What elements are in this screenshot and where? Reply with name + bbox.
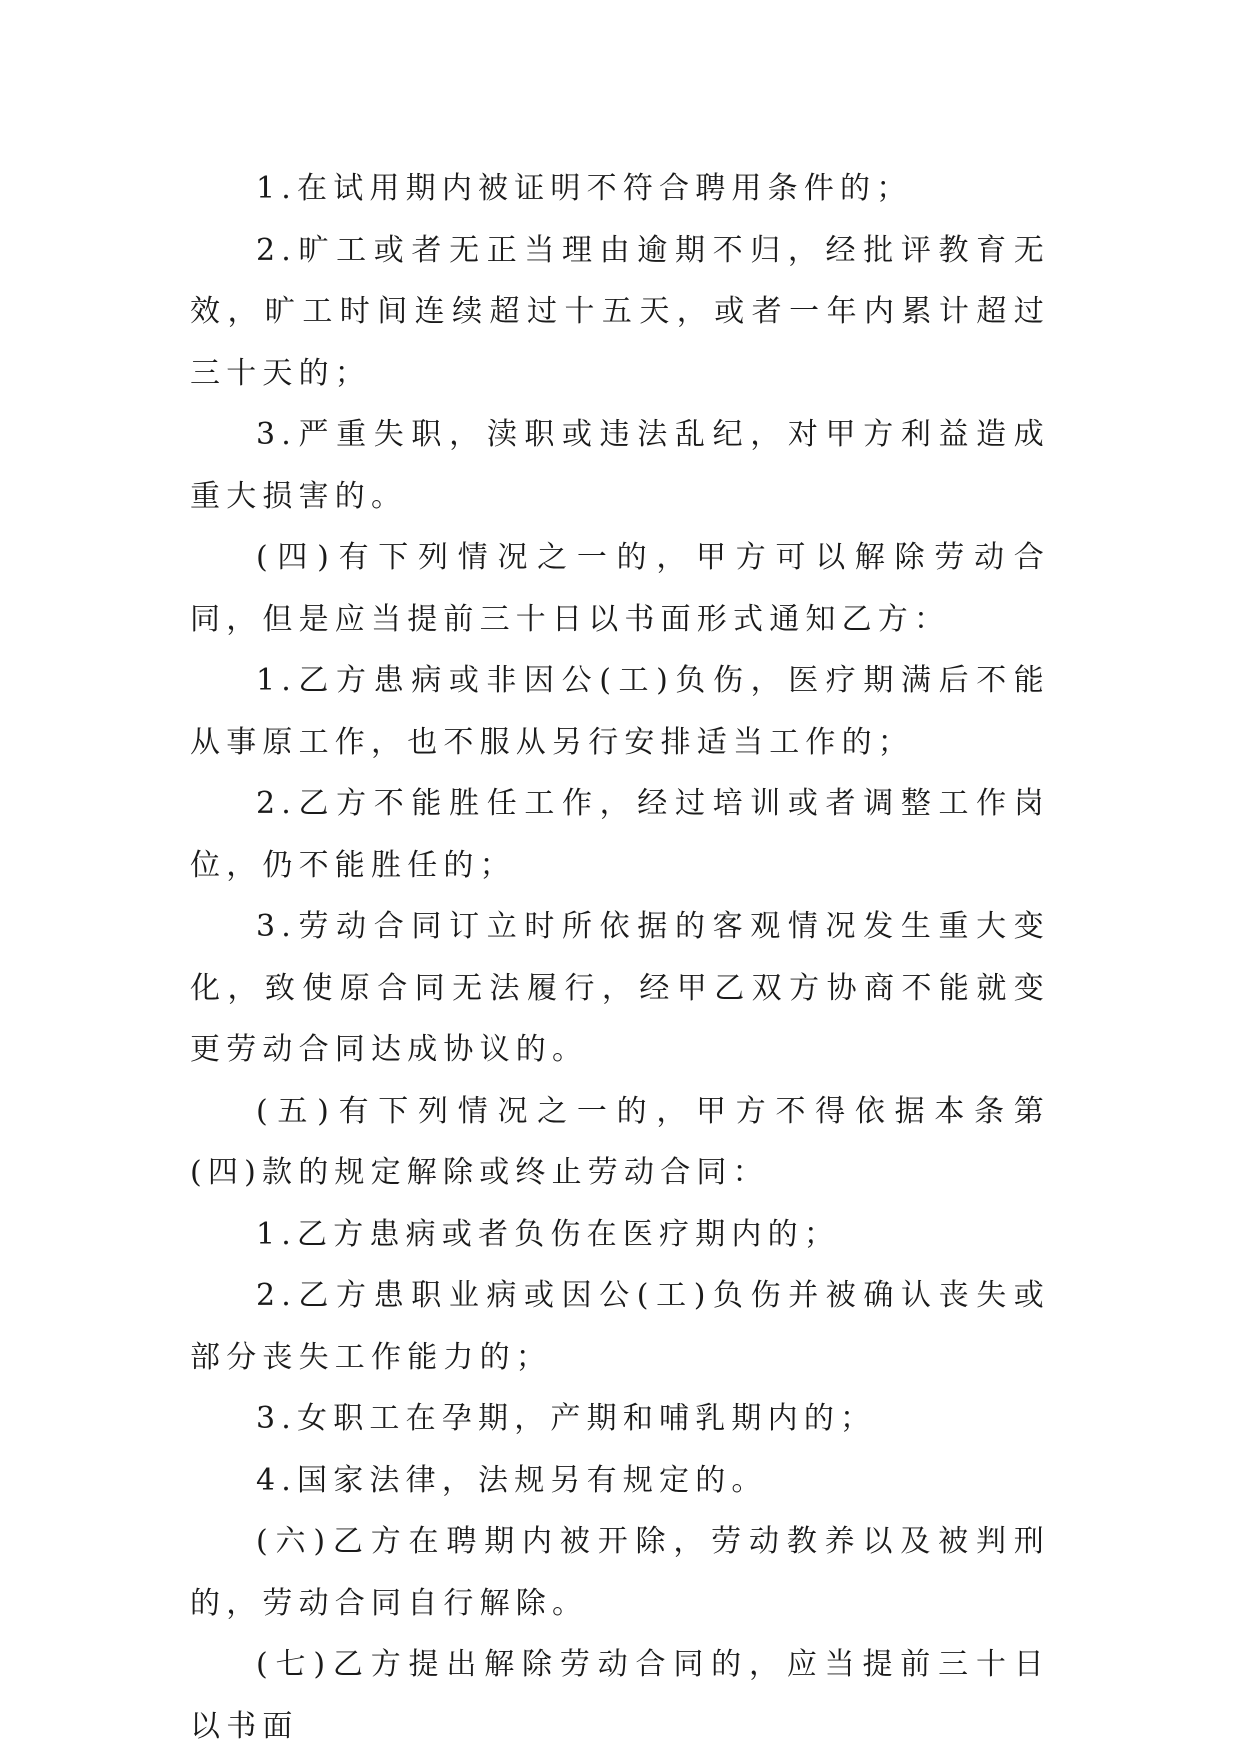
paragraph-12: 4.国家法律，法规另有规定的。 xyxy=(256,1462,768,1498)
paragraph-2: 2.旷工或者无正当理由逾期不归，经批评教育无效，旷工时间连续超过十五天，或者一年内累计超过三十天的； xyxy=(190,232,1050,391)
paragraph-10: 2.乙方患职业病或因公(工)负伤并被确认丧失或部分丧失工作能力的； xyxy=(190,1278,1050,1375)
paragraph-11: 3.女职工在孕期，产期和哺乳期内的； xyxy=(256,1401,877,1436)
paragraph-7: 3.劳动合同订立时所依据的客观情况发生重大变化，致使原合同无法履行，经甲乙双方协商不能就变更劳动合同达成协议的。 xyxy=(190,909,1050,1067)
paragraph-13: (六)乙方在聘期内被开除，劳动教养以及被判刑的，劳动合同自行解除。 xyxy=(190,1524,1050,1621)
paragraph-14: (七)乙方提出解除劳动合同的，应当提前三十日以书面 xyxy=(190,1647,1050,1744)
paragraph-8: (五)有下列情况之一的，甲方不得依据本条第(四)款的规定解除或终止劳动合同： xyxy=(190,1093,1050,1190)
paragraph-5: 1.乙方患病或非因公(工)负伤，医疗期满后不能从事原工作，也不服从另行安排适当工作的； xyxy=(190,663,1050,760)
paragraph-9: 1.乙方患病或者负伤在医疗期内的； xyxy=(256,1216,841,1252)
paragraph-1: 1.在试用期内被证明不符合聘用条件的； xyxy=(256,171,913,206)
paragraph-3: 3.严重失职，渎职或违法乱纪，对甲方利益造成重大损害的。 xyxy=(190,417,1050,514)
paragraph-4: (四)有下列情况之一的，甲方可以解除劳动合同，但是应当提前三十日以书面形式通知乙方： xyxy=(190,540,1050,637)
paragraph-6: 2.乙方不能胜任工作，经过培训或者调整工作岗位，仍不能胜任的； xyxy=(190,786,1050,883)
document-body xyxy=(190,158,1050,1757)
